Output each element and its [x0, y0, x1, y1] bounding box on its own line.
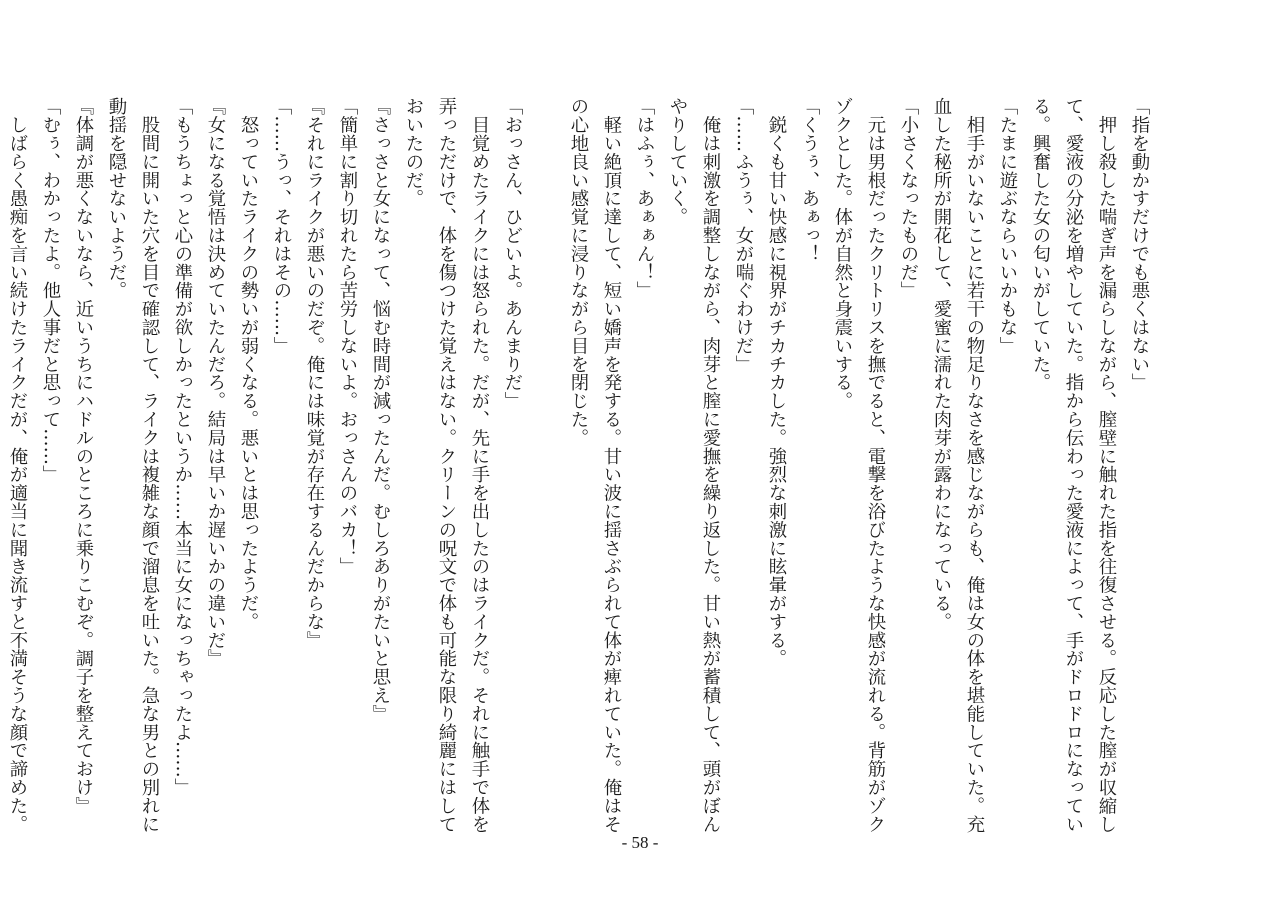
text-line: 「たまに遊ぶならいいかもな」: [997, 97, 1018, 355]
text-line: 『体調が悪くないなら、近いうちにハドルのところに乗りこむぞ。調子を整えておけ』: [73, 97, 94, 815]
text-line: る。興奮した女の匂いがしていた。: [1030, 97, 1051, 392]
text-line: 鋭くも甘い快感に視界がチカチカした。強烈な刺激に眩暈がする。: [766, 97, 787, 668]
text-line: 「指を動かすだけでも悪くはない」: [1129, 97, 1150, 392]
text-line: やりしていく。: [667, 97, 688, 226]
text-line: 股間に開いた穴を目で確認して、ライクは複雑な顔で溜息を吐いた。急な男との別れに: [139, 97, 160, 833]
page-number: - 58 -: [621, 833, 659, 852]
text-line: 元は男根だったクリトリスを撫でると、電撃を浴びたような快感が流れる。背筋がゾク: [865, 97, 886, 833]
text-line: 『女になる覚悟は決めていたんだろ。結局は早いか遅いかの違いだ』: [205, 97, 226, 668]
text-line: 血した秘所が開花して、愛蜜に濡れた肉芽が露わになっている。: [931, 97, 952, 631]
text-line: 「小さくなったものだ」: [898, 97, 919, 300]
text-line: の心地良い感覚に浸りながら目を閉じた。: [568, 97, 589, 447]
text-line: 「簡単に割り切れたら苦労しないよ。おっさんのバカ！」: [337, 97, 358, 576]
text-line: 「むぅ、わかったよ。他人事だと思って……」: [40, 97, 61, 484]
text-line: しばらく愚痴を言い続けたライクだが、俺が適当に聞き流すと不満そうな顔で諦めた。: [7, 97, 28, 833]
text-line: おいたのだ。: [403, 97, 424, 208]
text-line: 「はふぅ、あぁぁん！」: [634, 97, 655, 300]
text-line: 『さっさと女になって、悩む時間が減ったんだ。むしろありがたいと思え』: [370, 97, 391, 723]
text-line: [0, 97, 1, 817]
text-line: 「……うっ、それはその……」: [271, 97, 292, 355]
text-line: 俺は刺激を調整しながら、肉芽と膣に愛撫を繰り返した。甘い熱が蓄積して、頭がぼん: [700, 97, 721, 833]
text-line: 目覚めたライクには怒られた。だが、先に手を出したのはライクだ。それに触手で体を: [469, 97, 490, 833]
text-line: て、愛液の分泌を増やしていた。指から伝わった愛液によって、手がドロドロになってい: [1063, 97, 1084, 833]
text-line: 「くうぅ、あぁっ！: [799, 97, 820, 263]
text-line: 相手がいないことに若干の物足りなさを感じながらも、俺は女の体を堪能していた。充: [964, 97, 985, 833]
text-line: 「おっさん、ひどいよ。あんまりだ」: [502, 97, 523, 410]
text-line: 「……ふうぅ、女が喘ぐわけだ」: [733, 97, 754, 373]
vertical-text-body: [0, 97, 1156, 833]
text-line: 『それにライクが悪いのだぞ。俺には味覚が存在するんだからな』: [304, 97, 325, 649]
blank-line: [529, 97, 562, 817]
text-line: 怒っていたライクの勢いが弱くなる。悪いとは思ったようだ。: [238, 97, 259, 631]
text-line: 動揺を隠せないようだ。: [106, 97, 127, 300]
text-line: ゾクとした。体が自然と身震いする。: [832, 97, 853, 410]
text-line: 押し殺した喘ぎ声を漏らしながら、膣壁に触れた指を往復させる。反応した膣が収縮し: [1096, 97, 1117, 833]
text-line: 軽い絶頂に達して、短い嬌声を発する。甘い波に揺さぶられて体が痺れていた。俺はそ: [601, 97, 622, 833]
text-line: 「もうちょっと心の準備が欲しかったというか……本当に女になっちゃったよ……」: [172, 97, 193, 797]
text-line: 弄っただけで、体を傷つけた覚えはない。クリーンの呪文で体も可能な限り綺麗にはして: [436, 97, 457, 833]
